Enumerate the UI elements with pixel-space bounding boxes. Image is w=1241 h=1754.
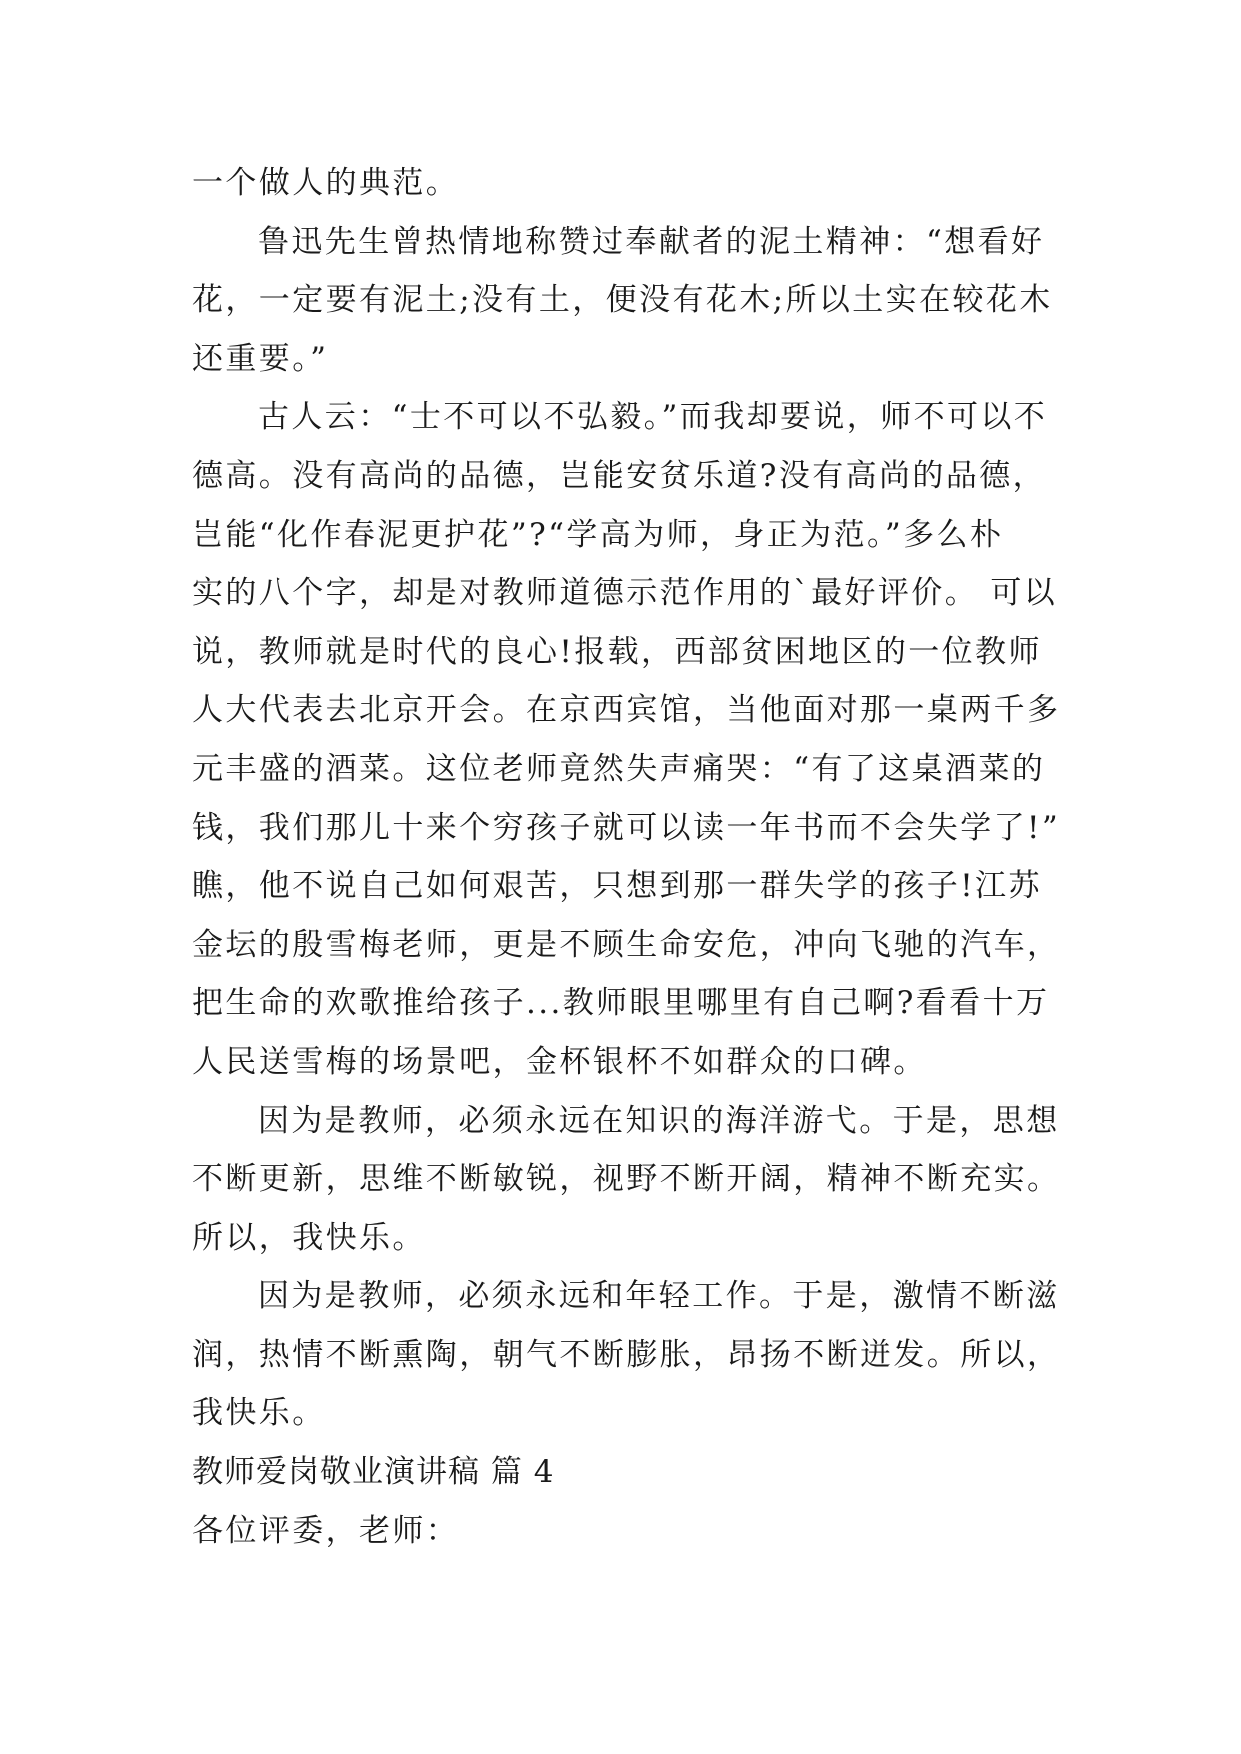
paragraph-start: 因为是教师，必须永远在知识的海洋游弋。于是，思想 [258,1102,1060,1139]
text-line: 说，教师就是时代的良心!报载，西部贫困地区的一位教师 [192,633,1042,670]
text-line: 岂能“化作春泥更护花”?“学高为师，身正为范。”多么朴 [192,516,1004,553]
text-line: 瞧，他不说自己如何艰苦，只想到那一群失学的孩子!江苏 [192,868,1042,905]
text-line: 我快乐。 [192,1395,326,1432]
text-line: 元丰盛的酒菜。这位老师竟然失声痛哭：“有了这桌酒菜的 [192,750,1046,787]
text-line: 不断更新，思维不断敏锐，视野不断开阔，精神不断充实。 [192,1161,1061,1198]
text-line: 还重要。” [192,340,329,377]
paragraph-start: 鲁迅先生曾热情地称赞过奉献者的泥土精神：“想看好 [258,223,1045,260]
paragraph-start: 因为是教师，必须永远和年轻工作。于是，激情不断滋 [258,1278,1060,1315]
text-line: 人大代表去北京开会。在京西宾馆，当他面对那一桌两千多 [192,692,1061,729]
text-line: 人民送雪梅的场景吧，金杯银杯不如群众的口碑。 [192,1043,927,1080]
text-line: 润，热情不断熏陶，朝气不断膨胀，昂扬不断迸发。所以， [192,1336,1061,1373]
text-line: 金坛的殷雪梅老师，更是不顾生命安危，冲向飞驰的汽车， [192,926,1061,963]
text-line: 花，一定要有泥土;没有土，便没有花木;所以土实在较花木 [192,282,1053,319]
salutation-line: 各位评委，老师： [192,1512,460,1549]
text-line: 把生命的欢歌推给孩子...教师眼里哪里有自己啊?看看十万 [192,985,1050,1022]
text-line: 一个做人的典范。 [192,165,460,201]
text-line: 实的八个字，却是对教师道德示范作用的`最好评价。 可以 [192,575,1058,612]
paragraph-start: 古人云：“士不可以不弘毅。”而我却要说，师不可以不 [258,399,1048,436]
text-line: 钱，我们那儿十来个穷孩子就可以读一年书而不会失学了!” [192,809,1061,846]
text-line: 所以，我快乐。 [192,1219,426,1256]
section-heading: 教师爱岗敬业演讲稿 篇 4 [192,1454,555,1491]
document-body [192,154,1082,1560]
text-line: 德高。没有高尚的品德，岂能安贫乐道?没有高尚的品德， [192,457,1047,494]
